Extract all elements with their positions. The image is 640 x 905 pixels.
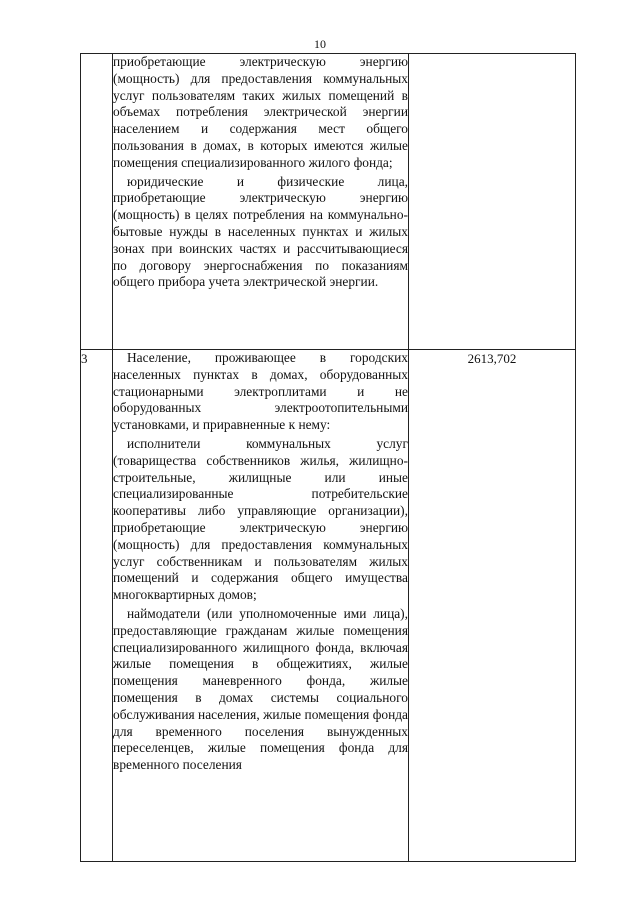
description-paragraph: исполнители коммунальных услуг (товарищества собственников жилья, жилищно-строительные, жилищные или иные специализированные потребительские кооперативы либо управляющие организации), приобретающие электрическую энергию (мощность) для предоставления коммунальных услуг собственникам и пользователям жилых помещений и содержания общего имущества многоквартирных домов; xyxy=(113,435,408,603)
tariff-table xyxy=(80,53,576,862)
consumer-description-cell xyxy=(113,350,409,862)
page-number: 10 xyxy=(314,37,326,51)
consumer-description-cell xyxy=(113,54,409,350)
description-paragraph: наймодатели (или уполномоченные ими лица), предоставляющие гражданам жилые помещения специализированного жилищного фонда, включая жилые помещения в общежитиях, жилые помещения маневренного фонда, жилые помещения в домах системы социального обслуживания населения, жилые помещения фонда для временного поселения вынужденных переселенцев, жилые помещения фонда для временного поселения xyxy=(113,605,408,773)
tariff-value-cell xyxy=(409,54,576,350)
description-paragraph: приобретающие электрическую энергию (мощность) для предоставления коммунальных услуг пользователям таких жилых помещений в объемах потребления электрической энергии населением и содержания мест общего пользования в домах, в которых имеются жилые помещения специализированного жилого фонда; xyxy=(113,54,408,170)
description-paragraph: Население, проживающее в городских населенных пунктах в домах, оборудованных стационарными электроплитами и не оборудованных электроотопительными установками, и приравненные к нему: xyxy=(113,350,408,433)
table-row xyxy=(81,350,576,862)
table-row xyxy=(81,54,576,350)
row-number-cell: 3 xyxy=(81,350,113,862)
description-paragraph: юридические и физические лица, приобретающие электрическую энергию (мощность) в целях потребления на коммунально-бытовые нужды в населенных пунктах и жилых зонах при воинских частях и рассчитывающиеся по договору энергоснабжения по показаниям общего прибора учета электрической энергии. xyxy=(113,173,408,290)
row-number-cell xyxy=(81,54,113,350)
tariff-value-cell: 2613,702 xyxy=(409,350,576,862)
